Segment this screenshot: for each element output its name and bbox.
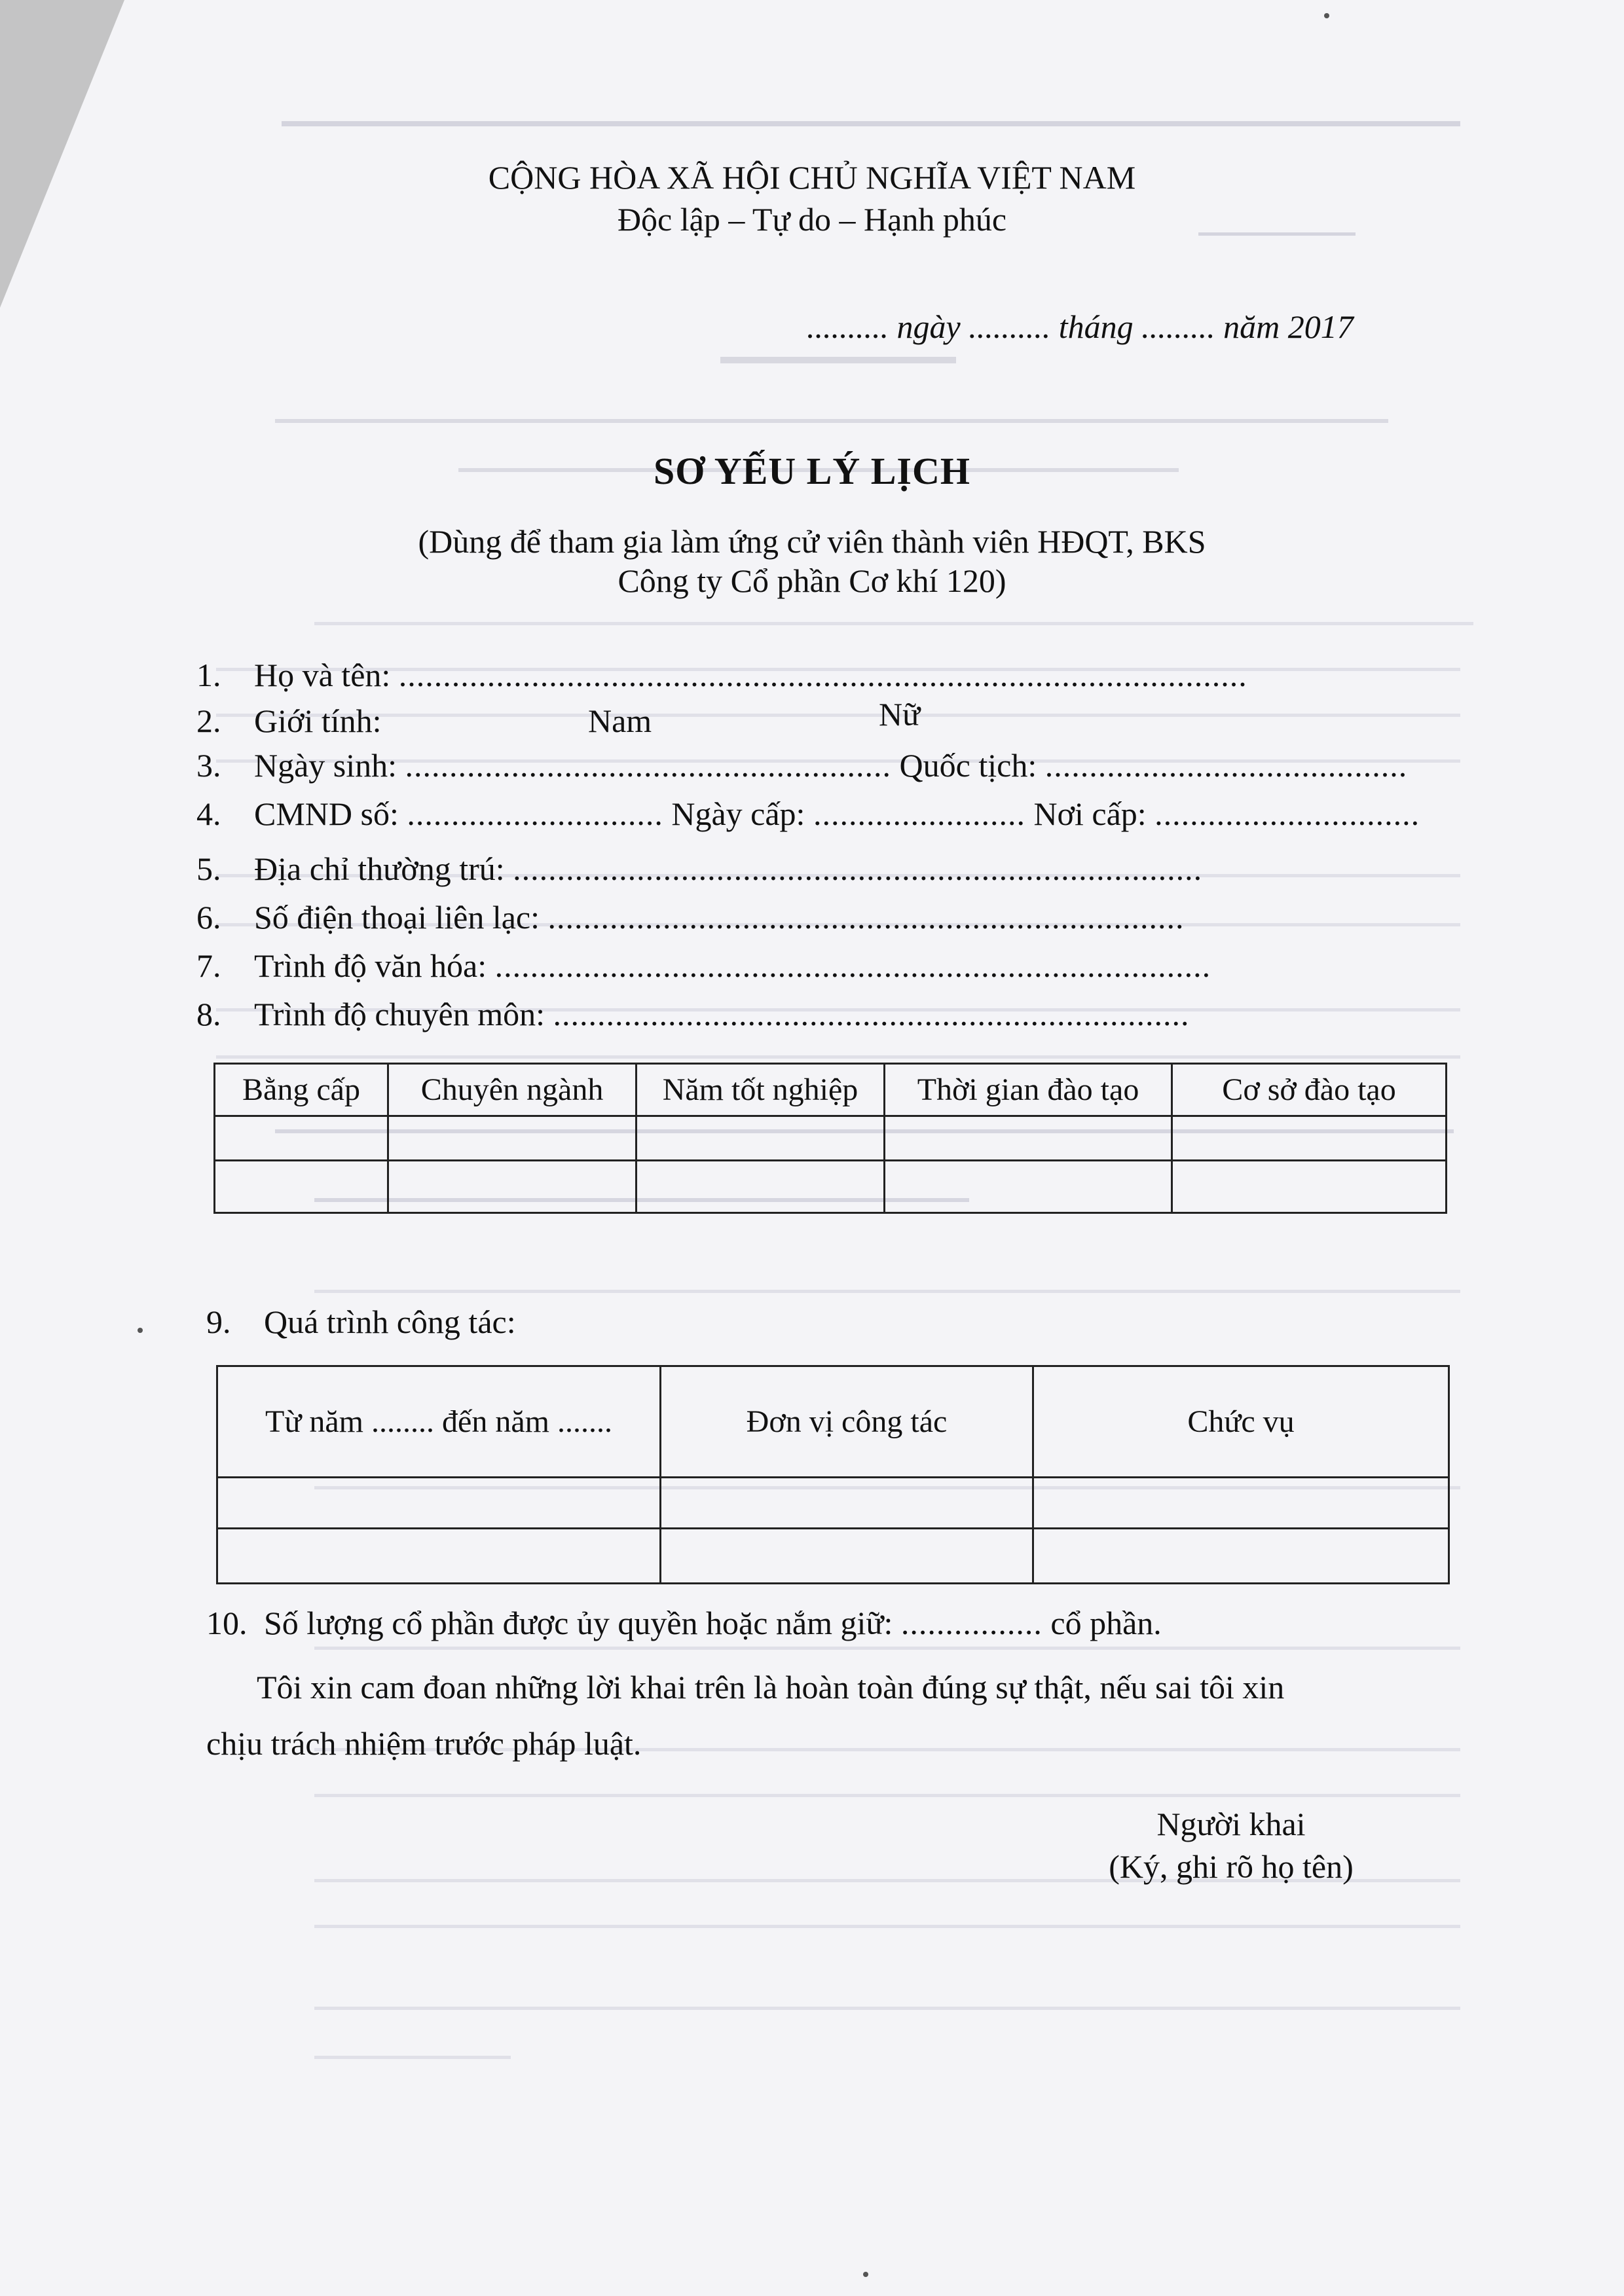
shares-input-dots[interactable]: ................ (900, 1605, 1043, 1641)
column-header: Bằng cấp (215, 1064, 388, 1116)
table-cell[interactable] (215, 1116, 388, 1161)
education-table (213, 1063, 1447, 1214)
table-cell[interactable] (885, 1161, 1172, 1213)
gender-option-female[interactable]: Nữ (879, 696, 921, 733)
field-number: 6. (196, 899, 221, 936)
field-id-card (196, 795, 1420, 833)
table-cell[interactable] (388, 1161, 637, 1213)
column-header: Từ năm ........ đến năm ....... (217, 1366, 661, 1478)
signature-note: (Ký, ghi rõ họ tên) (1109, 1848, 1354, 1885)
table-header-row (217, 1366, 1449, 1478)
table-cell[interactable] (1033, 1529, 1449, 1584)
field-label: Số điện thoại liên lạc: (254, 899, 540, 936)
scan-speck (1324, 13, 1329, 18)
table-cell[interactable] (217, 1529, 661, 1584)
field-permanent-address (196, 850, 1202, 888)
education-level-input-dots[interactable]: ................................................................................. (494, 947, 1211, 984)
address-input-dots[interactable]: .............................................................................. (513, 850, 1203, 887)
paper-fold-shadow (0, 0, 124, 308)
table-cell[interactable] (1172, 1116, 1447, 1161)
nationality-input-dots[interactable]: ......................................... (1044, 747, 1408, 784)
field-number: 10. (206, 1605, 248, 1641)
table-row (217, 1478, 1449, 1529)
field-label: Quá trình công tác: (264, 1303, 516, 1340)
field-label: Trình độ chuyên môn: (254, 996, 545, 1032)
field-label: Họ và tên: (254, 657, 391, 693)
field-full-name (196, 656, 1247, 694)
field-label: Địa chỉ thường trú: (254, 850, 505, 887)
table-cell[interactable] (217, 1478, 661, 1529)
table-row (217, 1529, 1449, 1584)
scan-speck (138, 1328, 143, 1333)
dob-input-dots[interactable]: ....................................................... (405, 747, 892, 784)
work-history-table (216, 1365, 1450, 1584)
table-cell[interactable] (885, 1116, 1172, 1161)
field-shares (206, 1604, 1162, 1642)
field-label: CMND số: (254, 795, 399, 832)
field-work-history (206, 1303, 516, 1341)
field-number: 7. (196, 947, 221, 984)
table-cell[interactable] (637, 1116, 885, 1161)
signature-role: Người khai (1156, 1806, 1306, 1842)
gender-option-male[interactable]: Nam (588, 702, 652, 739)
column-header: Năm tốt nghiệp (637, 1064, 885, 1116)
field-professional-level (196, 995, 1190, 1033)
field-phone (196, 898, 1185, 936)
country-name: CỘNG HÒA XÃ HỘI CHỦ NGHĨA VIỆT NAM (488, 159, 1136, 196)
table-cell[interactable] (661, 1529, 1033, 1584)
issue-date-input-dots[interactable]: ........................ (813, 795, 1025, 832)
table-cell[interactable] (1033, 1478, 1449, 1529)
field-number: 1. (196, 657, 221, 693)
column-header: Đơn vị công tác (661, 1366, 1033, 1478)
field-number: 8. (196, 996, 221, 1032)
column-header: Thời gian đào tạo (885, 1064, 1172, 1116)
id-number-input-dots[interactable]: ............................. (407, 795, 663, 832)
column-header: Chức vụ (1033, 1366, 1449, 1478)
table-row (215, 1161, 1447, 1213)
table-cell[interactable] (661, 1478, 1033, 1529)
field-gender (196, 702, 382, 740)
table-cell[interactable] (637, 1161, 885, 1213)
field-date-of-birth (196, 746, 1407, 784)
table-cell[interactable] (215, 1161, 388, 1213)
field-label: Trình độ văn hóa: (254, 947, 487, 984)
shares-unit: cổ phần. (1050, 1605, 1162, 1641)
field-label: Số lượng cổ phần được ủy quyền hoặc nắm giữ: (264, 1605, 893, 1641)
field-education-level (196, 947, 1211, 985)
phone-input-dots[interactable]: ........................................................................ (547, 899, 1185, 936)
declaration-line-1: Tôi xin cam đoan những lời khai trên là hoàn toàn đúng sự thật, nếu sai tôi xin (257, 1669, 1285, 1705)
field-number: 9. (206, 1303, 231, 1340)
issue-place-label: Nơi cấp: (1033, 795, 1147, 832)
subtitle-line-2: Công ty Cổ phần Cơ khí 120) (618, 562, 1006, 599)
professional-level-input-dots[interactable]: ........................................................................ (553, 996, 1190, 1032)
issue-date-label: Ngày cấp: (671, 795, 805, 832)
date-line: .......... ngày .......... tháng ......... năm 2017 (807, 308, 1354, 345)
field-label: Giới tính: (254, 702, 382, 739)
field-number: 4. (196, 795, 221, 832)
nationality-label: Quốc tịch: (899, 747, 1037, 784)
scan-speck (863, 2272, 868, 2277)
declaration-line-2: chịu trách nhiệm trước pháp luật. (206, 1725, 642, 1762)
form-title: SƠ YẾU LÝ LỊCH (653, 450, 970, 492)
field-number: 3. (196, 747, 221, 784)
table-row (215, 1116, 1447, 1161)
field-number: 2. (196, 702, 221, 739)
field-label: Ngày sinh: (254, 747, 397, 784)
field-number: 5. (196, 850, 221, 887)
table-cell[interactable] (388, 1116, 637, 1161)
column-header: Cơ sở đào tạo (1172, 1064, 1447, 1116)
table-cell[interactable] (1172, 1161, 1447, 1213)
subtitle-line-1: (Dùng để tham gia làm ứng cử viên thành viên HĐQT, BKS (418, 523, 1206, 560)
name-input-dots[interactable]: ................................................................................................ (398, 657, 1247, 693)
national-motto: Độc lập – Tự do – Hạnh phúc (617, 201, 1007, 238)
table-header-row (215, 1064, 1447, 1116)
column-header: Chuyên ngành (388, 1064, 637, 1116)
issue-place-input-dots[interactable]: .............................. (1154, 795, 1420, 832)
